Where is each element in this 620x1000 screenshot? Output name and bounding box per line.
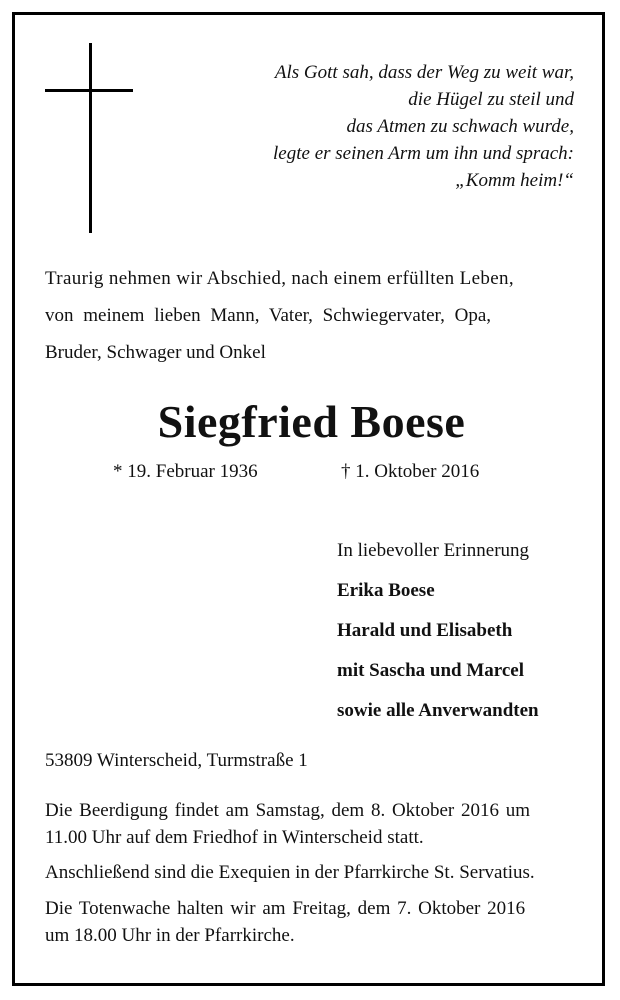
quote-line: Als Gott sah, dass der Weg zu weit war, xyxy=(274,62,574,83)
wake-line: Die Totenwache halten wir am Freitag, dem 7. Oktober 2016 xyxy=(45,898,526,919)
wake-line: um 18.00 Uhr in der Pfarrkirche. xyxy=(45,925,295,946)
address: 53809 Winterscheid, Turmstraße 1 xyxy=(45,750,308,771)
burial-info xyxy=(45,797,581,851)
mourner-name: Harald und Elisabeth xyxy=(337,620,513,641)
intro-line: Traurig nehmen wir Abschied, nach einem erfüllten Leben, xyxy=(45,268,514,289)
wake-info xyxy=(45,895,581,949)
mourner-name: Erika Boese xyxy=(337,580,435,601)
quote-line: die Hügel zu steil und xyxy=(408,89,574,110)
mourners-heading: In liebevoller Erinnerung xyxy=(337,540,530,561)
deceased-name: Siegfried Boese xyxy=(157,396,466,447)
cross-icon xyxy=(89,43,92,233)
mourners-block xyxy=(337,531,539,731)
obituary-card xyxy=(12,12,605,986)
cross-icon-bar xyxy=(45,89,133,92)
burial-line: 11.00 Uhr auf dem Friedhof in Winterscheid statt. xyxy=(45,827,424,848)
intro-line: von meinem lieben Mann, Vater, Schwiegervater, Opa, xyxy=(45,305,491,326)
quote-line: legte er seinen Arm um ihn und sprach: xyxy=(273,143,574,164)
death-date: † 1. Oktober 2016 xyxy=(341,461,480,482)
quote-line: das Atmen zu schwach wurde, xyxy=(346,116,574,137)
exequies-info xyxy=(45,859,581,886)
burial-line: Die Beerdigung findet am Samstag, dem 8. Oktober 2016 um xyxy=(45,800,530,821)
exequies-line: Anschließend sind die Exequien in der Pfarrkirche St. Servatius. xyxy=(45,862,535,883)
mourner-name: mit Sascha und Marcel xyxy=(337,660,525,681)
quote xyxy=(154,59,574,194)
quote-line: „Komm heim!“ xyxy=(455,170,574,191)
intro-line: Bruder, Schwager und Onkel xyxy=(45,342,266,363)
intro-text xyxy=(45,260,581,371)
birth-date: * 19. Februar 1936 xyxy=(113,461,258,482)
mourner-name: sowie alle Anverwandten xyxy=(337,700,539,721)
